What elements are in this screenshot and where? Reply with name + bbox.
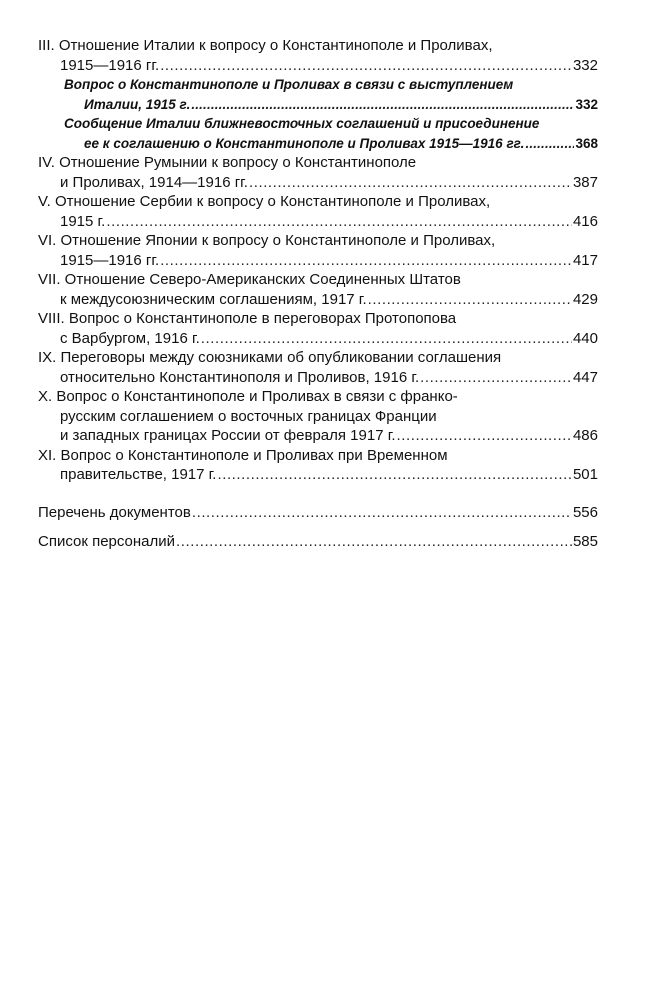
dot-leader: [192, 503, 572, 523]
entry-title: IX. Переговоры между союзниками об опубликовании соглашения: [38, 349, 502, 366]
entry-title: VII. Отношение Северо-Американских Соединенных Штатов: [38, 271, 461, 288]
toc-entry-iii[interactable]: [38, 36, 598, 75]
page-number: 332: [575, 96, 598, 112]
page-number: 585: [572, 533, 598, 550]
subentry-title-cont: Италии, 1915 г.: [84, 96, 191, 112]
toc-entry-persons-list[interactable]: [38, 532, 598, 552]
entry-title-cont: относительно Константинополя и Проливов, 1916 г.: [60, 368, 420, 386]
dot-leader: [217, 465, 572, 485]
entry-title-cont: русским соглашением о восточных границах Франции: [60, 407, 437, 425]
entry-title: Перечень документов: [38, 503, 191, 521]
entry-title-cont: и западных границах России от февраля 1917 г.: [60, 427, 396, 444]
toc-entry-v[interactable]: [38, 192, 598, 231]
toc-entry-ix[interactable]: [38, 348, 598, 387]
dot-leader: [397, 426, 572, 446]
page-number: 447: [572, 368, 598, 386]
entry-title-cont: 1915—1916 гг.: [60, 251, 160, 269]
page-number: 387: [572, 173, 598, 191]
entry-title: III. Отношение Италии к вопросу о Константинополе и Проливах,: [38, 37, 493, 54]
dot-leader: [176, 532, 572, 552]
page-number: 332: [572, 56, 598, 74]
entry-title: Список персоналий: [38, 533, 176, 550]
dot-leader: [249, 173, 572, 193]
entry-title: X. Вопрос о Константинополе и Проливах в связи с франко-: [38, 388, 458, 405]
toc-entry-viii[interactable]: [38, 309, 598, 348]
entry-title-cont: 1915—1916 гг.: [60, 56, 160, 74]
entry-title-cont: к междусоюзническим соглашениям, 1917 г.: [60, 290, 367, 308]
entry-title-cont: правительстве, 1917 г.: [60, 466, 217, 483]
dot-leader: [525, 134, 574, 154]
toc-entry-vi[interactable]: [38, 231, 598, 270]
entry-title: XI. Вопрос о Константинополе и Проливах при Временном: [38, 446, 448, 464]
page-number: 417: [572, 251, 598, 269]
dot-leader: [160, 251, 572, 271]
page-number: 556: [572, 503, 598, 521]
dot-leader: [160, 56, 572, 76]
dot-leader: [106, 212, 572, 232]
page-number: 440: [572, 329, 598, 347]
dot-leader: [420, 368, 572, 388]
toc-entry-iv[interactable]: [38, 153, 598, 192]
entry-title: V. Отношение Сербии к вопросу о Константинополе и Проливах,: [38, 193, 491, 210]
entry-title: IV. Отношение Румынии к вопросу о Константинополе: [38, 154, 417, 171]
table-of-contents: [38, 36, 598, 552]
entry-title: VIII. Вопрос о Константинополе в переговорах Протопопова: [38, 310, 457, 327]
dot-leader: [201, 329, 572, 349]
entry-title: VI. Отношение Японии к вопросу о Константинополе и Проливах,: [38, 232, 496, 249]
page-number: 501: [572, 466, 598, 483]
toc-entry-x[interactable]: [38, 387, 598, 446]
page-number: 368: [575, 135, 598, 151]
entry-title-cont: с Варбургом, 1916 г.: [60, 329, 200, 347]
subentry-title: Сообщение Италии ближневосточных соглашений и присоединение: [64, 116, 540, 131]
dot-leader: [191, 95, 574, 115]
entry-title-cont: 1915 г.: [60, 212, 106, 230]
subentry-title-cont: ее к соглашению о Константинополе и Проливах 1915—1916 гг.: [84, 135, 525, 151]
page-number: 416: [572, 212, 598, 230]
subentry-title: Вопрос о Константинополе и Проливах в связи с выступлением: [64, 77, 514, 92]
toc-entry-vii[interactable]: [38, 270, 598, 309]
dot-leader: [368, 290, 572, 310]
page-number: 486: [572, 427, 598, 444]
toc-subentry-italy-1915[interactable]: [38, 75, 598, 114]
toc-subentry-italy-agreements[interactable]: [38, 114, 598, 153]
page-number: 429: [572, 290, 598, 308]
toc-entry-xi[interactable]: [38, 446, 598, 485]
entry-title-cont: и Проливах, 1914—1916 гг.: [60, 173, 248, 191]
toc-entry-document-list[interactable]: [38, 503, 598, 523]
